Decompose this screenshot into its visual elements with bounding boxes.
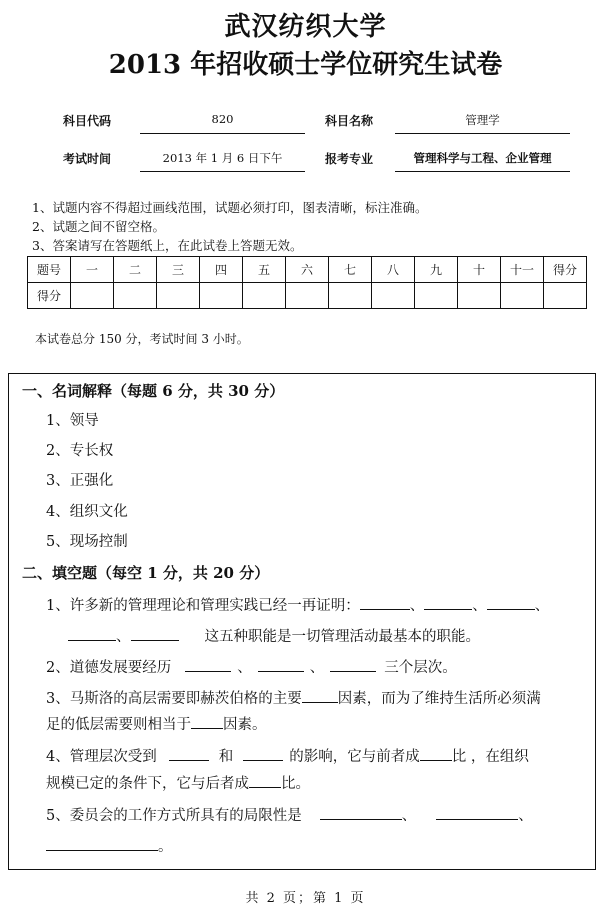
- score-header-cell: 五: [243, 257, 286, 283]
- answer-blank: [330, 657, 376, 672]
- score-header-cell: 六: [286, 257, 329, 283]
- score-row-label: 得分: [28, 283, 71, 309]
- q3-text-d: 因素。: [223, 717, 267, 733]
- q4-text-e: 规模已定的条件下，它与后者成: [46, 776, 249, 792]
- q3-text-a: 3、马斯洛的高层需要即赫茨伯格的主要: [46, 691, 302, 707]
- separator: 、: [518, 808, 533, 824]
- fill-question-4: [46, 745, 529, 766]
- separator: 、: [237, 660, 252, 676]
- score-cell: [372, 283, 415, 309]
- score-table-header-row: [28, 257, 587, 283]
- section2-title: 二、填空题（每空 1 分，共 20 分）: [22, 564, 270, 582]
- answer-blank: [360, 595, 410, 610]
- term-item: 2、专长权: [46, 443, 114, 459]
- answer-blank: [320, 805, 402, 820]
- answer-blank: [424, 595, 472, 610]
- answer-blank: [302, 688, 338, 703]
- q2-text-a: 2、道德发展要经历: [46, 660, 172, 676]
- major-value: 管理科学与工程、企业管理: [413, 151, 552, 165]
- score-header-cell: 一: [71, 257, 114, 283]
- score-cell: [157, 283, 200, 309]
- fill-question-4-cont: [46, 772, 310, 793]
- q1-text-a: 1、许多新的管理理论和管理实践已经一再证明：: [46, 598, 360, 614]
- answer-blank: [258, 657, 304, 672]
- subject-code-underline: [140, 133, 305, 134]
- section1-title: 一、名词解释（每题 6 分，共 30 分）: [22, 382, 285, 400]
- q4-text-d: 比 ，在组织: [451, 749, 529, 765]
- q4-text-a: 4、管理层次受到: [46, 749, 157, 765]
- q4-text-b: 和: [218, 749, 234, 765]
- term-item: 3、正强化: [46, 473, 114, 489]
- term-item: 5、现场控制: [46, 534, 128, 550]
- separator: 、: [472, 598, 487, 614]
- exam-title: 2013 年招收硕士学位研究生试卷: [108, 50, 503, 80]
- answer-blank: [487, 595, 535, 610]
- score-cell: [458, 283, 501, 309]
- score-cell: [415, 283, 458, 309]
- exam-time-underline: [140, 171, 305, 172]
- score-table-score-row: [28, 283, 587, 309]
- rule-3: 3、答案请写在答题纸上，在此试卷上答题无效。: [32, 238, 303, 253]
- rule-1: 1、试题内容不得超过画线范围，试题必须打印，图表清晰，标注准确。: [32, 200, 428, 215]
- exam-time-label: 考试时间: [63, 152, 112, 166]
- fill-question-1: [46, 594, 549, 615]
- q3-text-b: 因素，而为了维持生活所必须满: [337, 691, 541, 707]
- score-header-cell: 八: [372, 257, 415, 283]
- answer-blank: [46, 836, 158, 851]
- score-header-cell: 十一: [501, 257, 544, 283]
- answer-blank: [436, 805, 518, 820]
- score-cell: [71, 283, 114, 309]
- subject-code-value: 820: [211, 112, 234, 126]
- major-underline: [395, 171, 570, 172]
- score-header-cell: 七: [329, 257, 372, 283]
- answer-blank: [185, 657, 231, 672]
- fill-question-3: [46, 687, 541, 708]
- score-header-cell: 得分: [544, 257, 587, 283]
- page-footer: 共 2 页；第 1 页: [245, 891, 366, 906]
- answer-blank: [131, 626, 179, 641]
- answer-blank: [243, 746, 283, 761]
- subject-name-label: 科目名称: [325, 114, 374, 128]
- separator: 、: [116, 629, 131, 645]
- score-header-cell: 九: [415, 257, 458, 283]
- score-header-cell: 题号: [28, 257, 71, 283]
- subject-code-label: 科目代码: [63, 114, 112, 128]
- exam-time-value: 2013 年 1 月 6 日下午: [162, 151, 283, 165]
- score-cell: [114, 283, 157, 309]
- score-table: [27, 256, 587, 309]
- fill-question-5-cont: [46, 835, 173, 856]
- rule-2: 2、试题之间不留空格。: [32, 219, 165, 234]
- q1-text-b: 这五种职能是一切管理活动最基本的职能。: [204, 629, 480, 645]
- subject-name-underline: [395, 133, 570, 134]
- fill-question-5: [46, 804, 533, 825]
- q4-text-f: 比。: [281, 776, 310, 792]
- score-cell: [544, 283, 587, 309]
- answer-blank: [169, 746, 209, 761]
- separator: 、: [309, 660, 325, 676]
- fill-question-3-cont: [46, 713, 267, 734]
- q3-text-c: 足的低层需要则相当于: [46, 717, 191, 733]
- fill-question-2: [46, 656, 457, 677]
- end-mark: 。: [158, 839, 173, 855]
- score-cell: [501, 283, 544, 309]
- score-header-cell: 二: [114, 257, 157, 283]
- university-title: 武汉纺织大学: [224, 12, 387, 42]
- score-header-cell: 三: [157, 257, 200, 283]
- q4-text-c: 的影响，它与前者成: [289, 749, 420, 765]
- score-cell: [329, 283, 372, 309]
- subject-name-value: 管理学: [465, 113, 500, 127]
- separator: 、: [534, 598, 550, 614]
- major-label: 报考专业: [325, 152, 374, 166]
- q5-text-a: 5、委员会的工作方式所具有的局限性是: [46, 808, 302, 824]
- fill-question-1-cont: [68, 625, 480, 646]
- score-cell: [200, 283, 243, 309]
- term-item: 1、领导: [46, 413, 99, 429]
- answer-blank: [249, 773, 281, 788]
- score-header-cell: 十: [458, 257, 501, 283]
- score-header-cell: 四: [200, 257, 243, 283]
- score-cell: [286, 283, 329, 309]
- term-item: 4、组织文化: [46, 504, 128, 520]
- answer-blank: [68, 626, 116, 641]
- separator: 、: [401, 808, 417, 824]
- score-cell: [243, 283, 286, 309]
- separator: 、: [409, 598, 425, 614]
- answer-blank: [191, 714, 223, 729]
- answer-blank: [420, 746, 452, 761]
- q2-text-b: 三个层次。: [384, 660, 457, 676]
- exam-note: 本试卷总分 150 分，考试时间 3 小时。: [35, 332, 249, 346]
